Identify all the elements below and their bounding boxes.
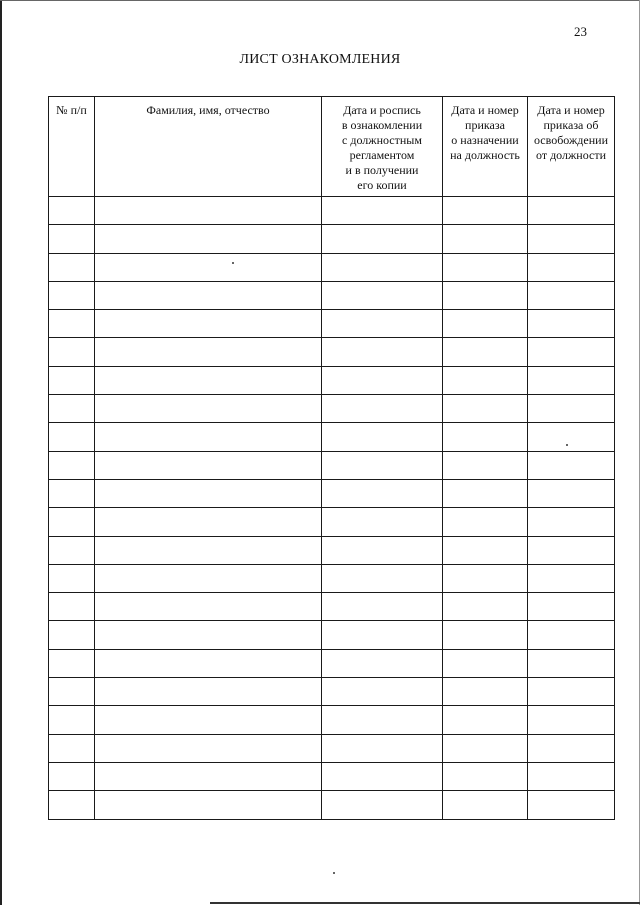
cell-appointment [443,423,528,451]
cell-appointment [443,791,528,819]
scan-speck [566,444,568,446]
header-signature-date: Дата и роспись в ознакомлении с должностным регламентом и в получении его копии [322,97,443,197]
cell-signature [322,621,443,649]
cell-name [95,395,322,423]
table-row [49,479,615,507]
scan-speck [232,262,234,264]
cell-name [95,423,322,451]
table-row [49,253,615,281]
cell-dismissal [528,564,615,592]
table-row [49,706,615,734]
cell-appointment [443,395,528,423]
table-row [49,451,615,479]
cell-name [95,479,322,507]
cell-num [49,564,95,592]
cell-num [49,621,95,649]
table-row [49,593,615,621]
cell-name [95,621,322,649]
cell-dismissal [528,197,615,225]
cell-num [49,706,95,734]
cell-name [95,536,322,564]
table-row [49,366,615,394]
cell-num [49,678,95,706]
cell-dismissal [528,366,615,394]
table-row [49,338,615,366]
cell-name [95,366,322,394]
cell-appointment [443,479,528,507]
table-header-row [49,97,615,197]
cell-name [95,508,322,536]
cell-appointment [443,508,528,536]
cell-signature [322,678,443,706]
cell-appointment [443,706,528,734]
cell-num [49,395,95,423]
cell-signature [322,479,443,507]
cell-num [49,593,95,621]
cell-dismissal [528,395,615,423]
page-top-edge [0,0,640,1]
cell-signature [322,281,443,309]
cell-dismissal [528,734,615,762]
cell-signature [322,734,443,762]
header-appointment-order: Дата и номер приказа о назначении на должность [443,97,528,197]
cell-dismissal [528,451,615,479]
acknowledgement-table [48,96,615,820]
cell-name [95,197,322,225]
table-row [49,197,615,225]
cell-signature [322,564,443,592]
cell-signature [322,395,443,423]
cell-signature [322,791,443,819]
cell-num [49,338,95,366]
table-row [49,564,615,592]
cell-name [95,734,322,762]
cell-dismissal [528,593,615,621]
cell-num [49,791,95,819]
cell-name [95,564,322,592]
cell-signature [322,508,443,536]
cell-dismissal [528,253,615,281]
cell-name [95,338,322,366]
table-row [49,423,615,451]
cell-num [49,253,95,281]
header-dismissal-order: Дата и номер приказа об освобождении от должности [528,97,615,197]
cell-name [95,762,322,790]
cell-dismissal [528,479,615,507]
table-row [49,762,615,790]
cell-num [49,366,95,394]
table-row [49,791,615,819]
cell-signature [322,649,443,677]
cell-appointment [443,310,528,338]
cell-signature [322,593,443,621]
cell-appointment [443,564,528,592]
table-row [49,734,615,762]
cell-name [95,678,322,706]
cell-signature [322,423,443,451]
cell-appointment [443,253,528,281]
cell-dismissal [528,310,615,338]
table-row [49,536,615,564]
cell-num [49,451,95,479]
table-row [49,310,615,338]
table-row [49,678,615,706]
cell-num [49,197,95,225]
cell-appointment [443,366,528,394]
cell-dismissal [528,225,615,253]
table-row [49,621,615,649]
cell-appointment [443,225,528,253]
cell-signature [322,253,443,281]
cell-num [49,225,95,253]
cell-name [95,649,322,677]
cell-signature [322,197,443,225]
cell-appointment [443,593,528,621]
document-title: ЛИСТ ОЗНАКОМЛЕНИЯ [239,52,401,67]
table-row [49,395,615,423]
cell-name [95,253,322,281]
cell-dismissal [528,678,615,706]
cell-num [49,281,95,309]
cell-num [49,649,95,677]
cell-appointment [443,762,528,790]
cell-dismissal [528,281,615,309]
cell-name [95,451,322,479]
cell-appointment [443,197,528,225]
cell-signature [322,338,443,366]
cell-appointment [443,734,528,762]
cell-num [49,536,95,564]
cell-num [49,508,95,536]
cell-name [95,225,322,253]
table-row [49,281,615,309]
cell-signature [322,366,443,394]
cell-signature [322,451,443,479]
table-row [49,649,615,677]
page-number: 23 [574,24,587,39]
page-left-edge [0,0,2,905]
scan-speck [333,872,335,874]
cell-signature [322,310,443,338]
cell-num [49,423,95,451]
cell-name [95,281,322,309]
cell-dismissal [528,621,615,649]
table-row [49,508,615,536]
table-row [49,225,615,253]
cell-num [49,479,95,507]
cell-num [49,762,95,790]
header-full-name: Фамилия, имя, отчество [95,97,322,197]
cell-dismissal [528,791,615,819]
cell-num [49,310,95,338]
cell-name [95,593,322,621]
cell-appointment [443,281,528,309]
cell-appointment [443,536,528,564]
page-bottom-edge [210,902,640,904]
header-number: № п/п [49,97,95,197]
cell-dismissal [528,762,615,790]
table-body [49,197,615,820]
cell-dismissal [528,508,615,536]
cell-name [95,310,322,338]
cell-appointment [443,621,528,649]
cell-signature [322,706,443,734]
cell-dismissal [528,536,615,564]
cell-appointment [443,678,528,706]
cell-appointment [443,451,528,479]
cell-dismissal [528,423,615,451]
cell-name [95,791,322,819]
cell-dismissal [528,706,615,734]
cell-signature [322,225,443,253]
cell-appointment [443,338,528,366]
cell-num [49,734,95,762]
cell-appointment [443,649,528,677]
cell-signature [322,762,443,790]
cell-dismissal [528,338,615,366]
cell-dismissal [528,649,615,677]
cell-name [95,706,322,734]
cell-signature [322,536,443,564]
